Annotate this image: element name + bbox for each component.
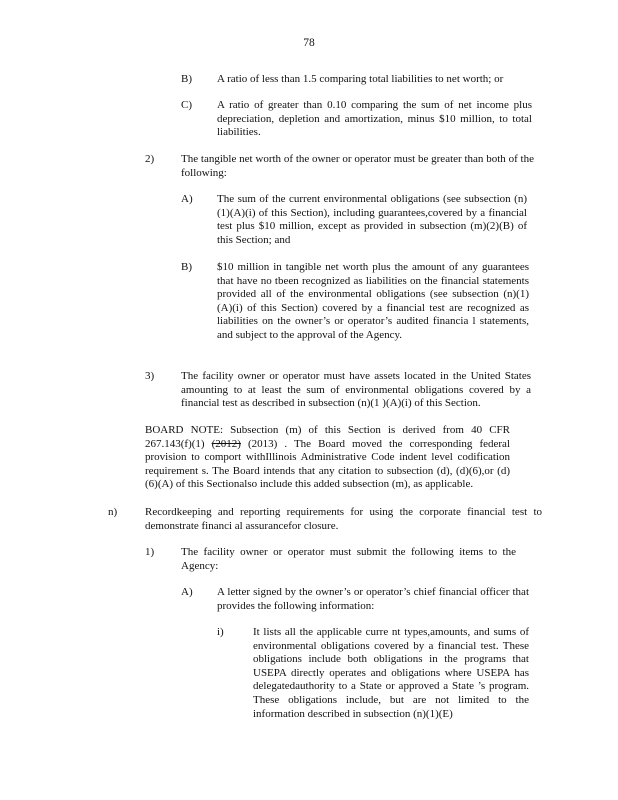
item-label-3: 3): [145, 370, 155, 382]
board-note: [145, 424, 510, 492]
paragraph-ten-million: $10 million in tangible net worth plus the amount of any guarantees that have no tbeen recognized as liabilities on the financial statements provided all of the environmental obligations (see subsection (n)(1)(A)(i) of this Section) covered by a financial test are recognized as liabilities on the owner’s or operator’s audited financia l statements, and subject to the approval of the Agency.: [217, 261, 529, 341]
paragraph-tangible-net-worth: The tangible net worth of the owner or operator must be greater than both of the following:: [181, 153, 534, 179]
item-label-b: B): [181, 73, 192, 85]
page-number: 78: [303, 37, 315, 49]
board-note-struck-text: (2012): [211, 437, 241, 450]
paragraph-ratio-net-income: A ratio of greater than 0.10 comparing the sum of net income plus depreciation, depletion and amortization, minus $10 million, to total liabilities.: [217, 99, 532, 139]
paragraph-lists-obligations: It lists all the applicable curre nt types,amounts, and sums of environmental obligations covered by a financial test. These obligations include both obligations in the programs that USEPA directly operates and obligations where USEPA has delegatedauthority to a State or approved a State ’s program. These obligations include, but are not limited to the information described in subsection (n)(1)(E): [253, 626, 529, 720]
paragraph-assets-located: The facility owner or operator must have assets located in the United States amounting to at least the sum of environmental obligations covered by a financial test as described in subsection (n)(1 )(A)(i) of this Section.: [181, 370, 531, 410]
item-label-2: 2): [145, 153, 155, 165]
item-label-n1ai: i): [217, 626, 224, 638]
paragraph-sum-obligations: The sum of the current environmental obligations (see subsection (n)(1)(A)(i) of this Section), including guarantees,covered by a financial test plus $10 million, except as provided in subsection (m)(2)(B) of this Section; and: [217, 193, 527, 246]
item-label-n1a: A): [181, 586, 193, 598]
paragraph-recordkeeping: Recordkeeping and reporting requirements for using the corporate financial test to demonstrate financi al assurancefor closure.: [145, 506, 542, 532]
item-label-n1: 1): [145, 546, 155, 558]
item-label-c: C): [181, 99, 192, 111]
item-label-2a: A): [181, 193, 193, 205]
item-label-2b: B): [181, 261, 192, 273]
paragraph-submit-items: The facility owner or operator must submit the following items to the Agency:: [181, 546, 516, 572]
paragraph-cfo-letter: A letter signed by the owner’s or operator’s chief financial officer that provides the following information:: [217, 586, 529, 612]
board-note-text: BOARD NOTE: Subsection (m) of this Section is derived from 40 CFR 267.143(f)(1): [145, 424, 510, 450]
paragraph-ratio-liabilities: A ratio of less than 1.5 comparing total liabilities to net worth; or: [217, 73, 504, 85]
board-note-text-cont: (2013) . The Board moved the corresponding federal provision to comport withIllinois Administrative Code indent level codification requirement s. The Board intends that any citation to subsection (d), (d)(6),or (d)(6)(A) of this Sectionalso include this added subsection (m), as applicable.: [145, 437, 510, 491]
item-label-n: n): [108, 506, 118, 518]
